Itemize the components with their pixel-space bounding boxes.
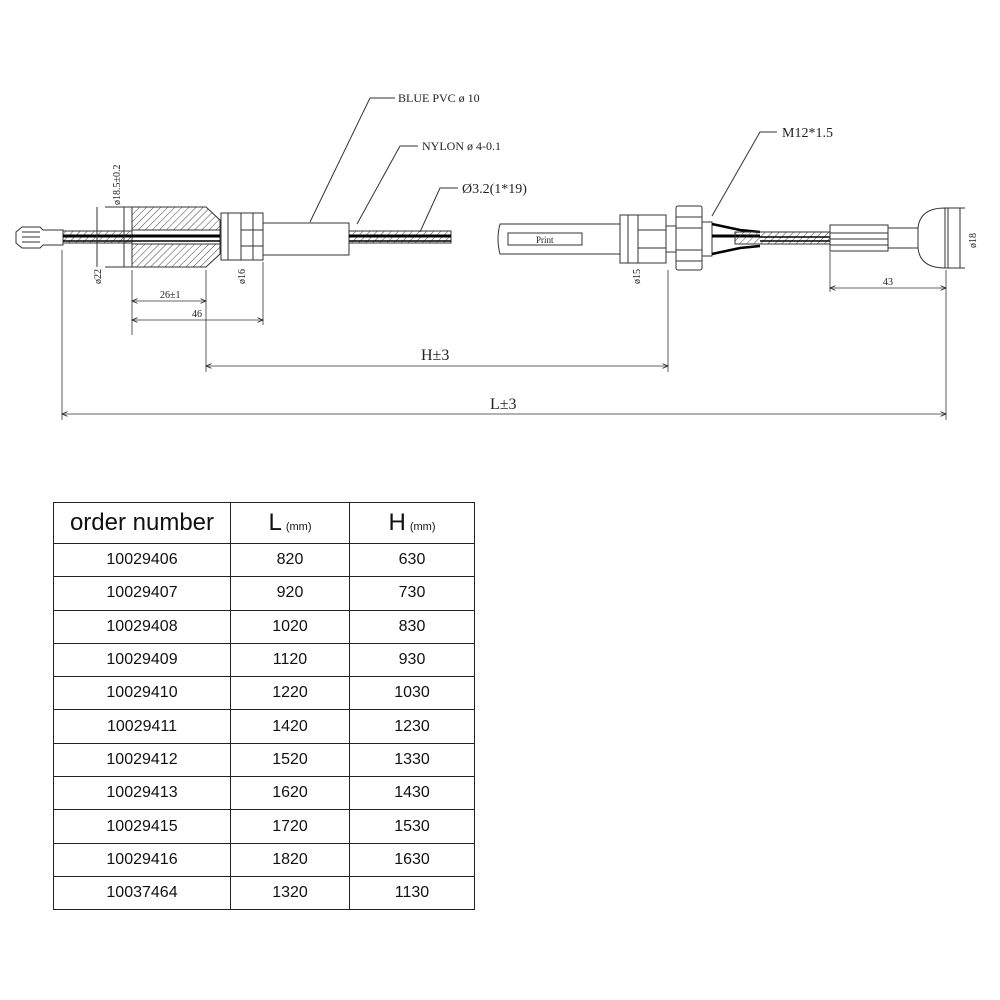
- label-dia-18-5: ø18.5±0.2: [112, 164, 123, 205]
- cell-h: 1230: [350, 710, 475, 743]
- cell-h: 1130: [350, 876, 475, 909]
- left-nut: [221, 213, 241, 260]
- cell-order: 10029416: [54, 843, 231, 876]
- table-row: [54, 544, 475, 577]
- pvc-sleeve: [263, 223, 349, 255]
- cell-order: 10029407: [54, 577, 231, 610]
- table-row: [54, 743, 475, 776]
- table-row: [54, 876, 475, 909]
- cell-order: 10029408: [54, 610, 231, 643]
- cell-order: 10029409: [54, 643, 231, 676]
- cell-l: 1520: [231, 743, 350, 776]
- label-dia-15: ø15: [632, 269, 643, 284]
- label-dia-22: ø22: [93, 269, 104, 284]
- cell-h: 1330: [350, 743, 475, 776]
- cell-order: 10029415: [54, 810, 231, 843]
- label-dim-h: H±3: [421, 347, 450, 364]
- header-l: [231, 503, 350, 544]
- label-blue-pvc: BLUE PVC ø 10: [398, 91, 480, 105]
- cell-h: 730: [350, 577, 475, 610]
- label-dim-43: 43: [883, 277, 893, 288]
- label-dia-18: ø18: [968, 233, 979, 248]
- right-collar: [620, 215, 638, 263]
- dimension-lines: [62, 250, 946, 420]
- right-cable: [735, 232, 832, 244]
- cable-technical-drawing: [0, 0, 1000, 470]
- header-l-label: L: [268, 509, 282, 536]
- cell-h: 630: [350, 544, 475, 577]
- table-row: [54, 777, 475, 810]
- header-l-unit: (mm): [285, 521, 312, 533]
- cell-l: 1820: [231, 843, 350, 876]
- table-row: [54, 843, 475, 876]
- cell-l: 820: [231, 544, 350, 577]
- cell-h: 1430: [350, 777, 475, 810]
- table-row: [54, 677, 475, 710]
- cell-h: 1630: [350, 843, 475, 876]
- table-row: [54, 610, 475, 643]
- cell-h: 930: [350, 643, 475, 676]
- header-order-number: order number: [54, 503, 231, 544]
- end-block: [830, 225, 888, 251]
- cell-h: 1030: [350, 677, 475, 710]
- cell-order: 10029411: [54, 710, 231, 743]
- table-row: [54, 710, 475, 743]
- cell-order: 10029412: [54, 743, 231, 776]
- table-row: [54, 643, 475, 676]
- label-dim-26: 26±1: [160, 290, 181, 301]
- label-print: Print: [536, 235, 554, 245]
- cell-l: 1320: [231, 876, 350, 909]
- label-thread: M12*1.5: [782, 126, 833, 141]
- label-dim-46: 46: [192, 309, 202, 320]
- right-end-assembly: [498, 132, 965, 270]
- cell-h: 1530: [350, 810, 475, 843]
- order-table: [53, 502, 475, 910]
- label-wire: Ø3.2(1*19): [462, 182, 527, 197]
- cell-order: 10029410: [54, 677, 231, 710]
- header-h-unit: (mm): [409, 521, 436, 533]
- cell-order: 10037464: [54, 876, 231, 909]
- cell-order: 10029406: [54, 544, 231, 577]
- hex-nut: [676, 206, 702, 270]
- cell-l: 1220: [231, 677, 350, 710]
- cell-order: 10029413: [54, 777, 231, 810]
- table-header-row: [54, 503, 475, 544]
- cell-l: 1020: [231, 610, 350, 643]
- header-h: [350, 503, 475, 544]
- label-nylon: NYLON ø 4-0.1: [422, 139, 501, 153]
- cell-h: 830: [350, 610, 475, 643]
- label-dim-l: L±3: [490, 396, 517, 413]
- header-h-label: H: [388, 509, 406, 536]
- label-dia-16: ø16: [237, 269, 248, 284]
- end-knob: [918, 208, 945, 268]
- cell-l: 1720: [231, 810, 350, 843]
- cell-l: 1120: [231, 643, 350, 676]
- cell-l: 920: [231, 577, 350, 610]
- table-row: [54, 810, 475, 843]
- table-row: [54, 577, 475, 610]
- cell-l: 1420: [231, 710, 350, 743]
- left-end-assembly: [16, 98, 458, 267]
- cell-l: 1620: [231, 777, 350, 810]
